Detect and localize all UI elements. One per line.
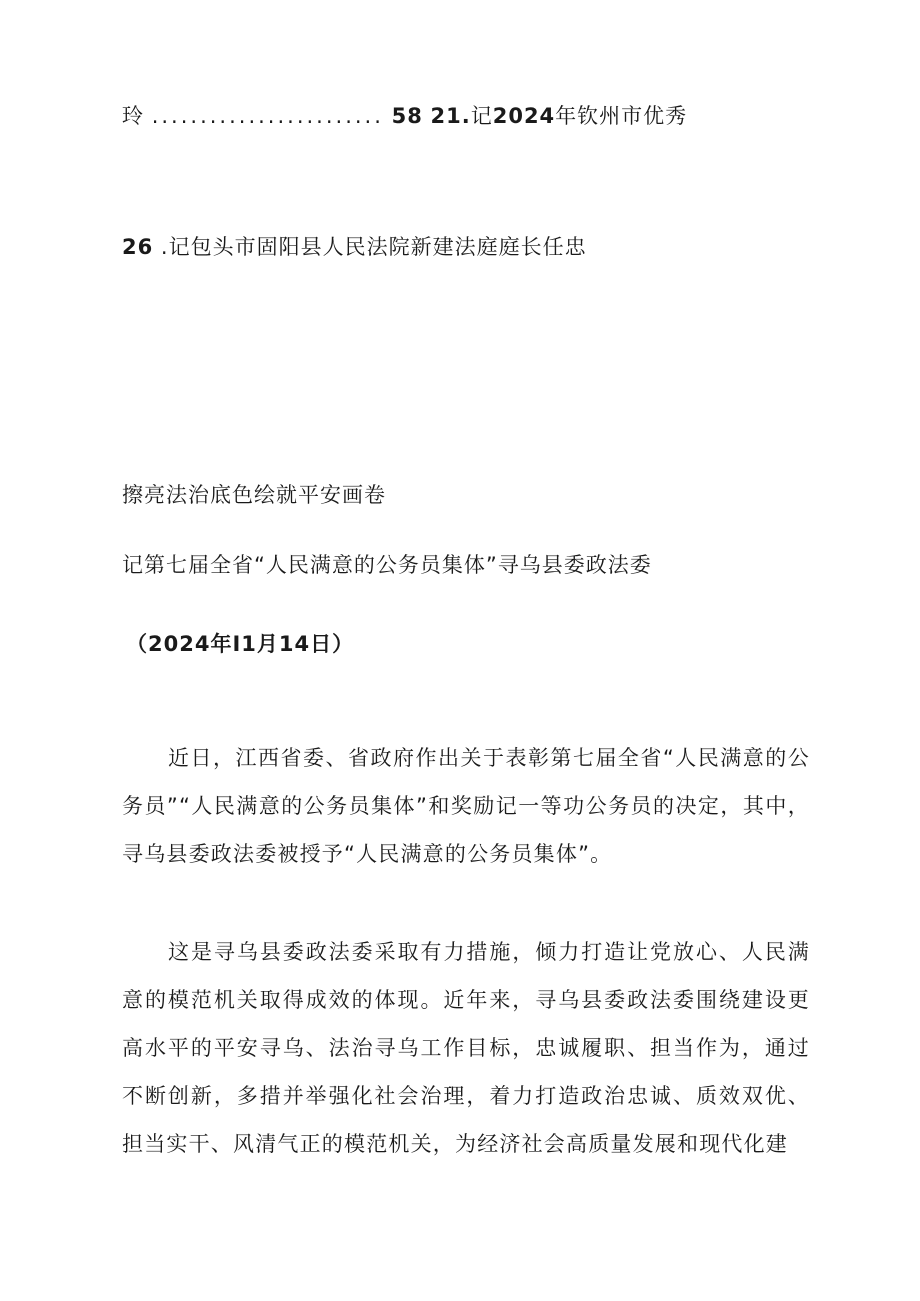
article-paragraph-1: 近日，江西省委、省政府作出关于表彰第七届全省“人民满意的公务员”“人民满意的公务员集体”和奖励记一等功公务员的决定，其中，寻乌县委政法委被授予“人民满意的公务员集体”。 — [122, 746, 810, 866]
article-date: （2024年I1月14日） — [126, 632, 355, 656]
toc-item-21-number: 21. — [430, 104, 471, 128]
toc-item-21-text: 年钦州市优秀 — [555, 104, 688, 128]
toc-item-21-year: 2024 — [492, 104, 556, 128]
toc-leader-dots: ........................ — [151, 104, 384, 128]
toc-item-26 — [122, 231, 587, 261]
article-subtitle: 记第七届全省“人民满意的公务员集体”寻乌县委政法委 — [122, 553, 652, 577]
article-title: 擦亮法治底色绘就平安画卷 — [122, 483, 386, 507]
toc-page-number: 58 — [391, 104, 423, 128]
toc-item-26-number: 26 — [122, 235, 154, 259]
article-paragraph-2: 这是寻乌县委政法委采取有力措施，倾力打造让党放心、人民满意的模范机关取得成效的体现。近年来，寻乌县委政法委围绕建设更高水平的平安寻乌、法治寻乌工作目标，忠诚履职、担当作为，通过不断创新，多措并举强化社会治理，着力打造政治忠诚、质效双优、担当实干、风清气正的模范机关，为经济社会高质量发展和现代化建 — [122, 940, 810, 1156]
toc-item-tail-char: 玲 — [122, 104, 144, 128]
toc-item-21-prefix: 记 — [470, 104, 493, 128]
toc-line-20-21 — [122, 100, 687, 130]
toc-item-26-text: .记包头市固阳县人民法院新建法庭庭长任忠 — [160, 235, 587, 259]
